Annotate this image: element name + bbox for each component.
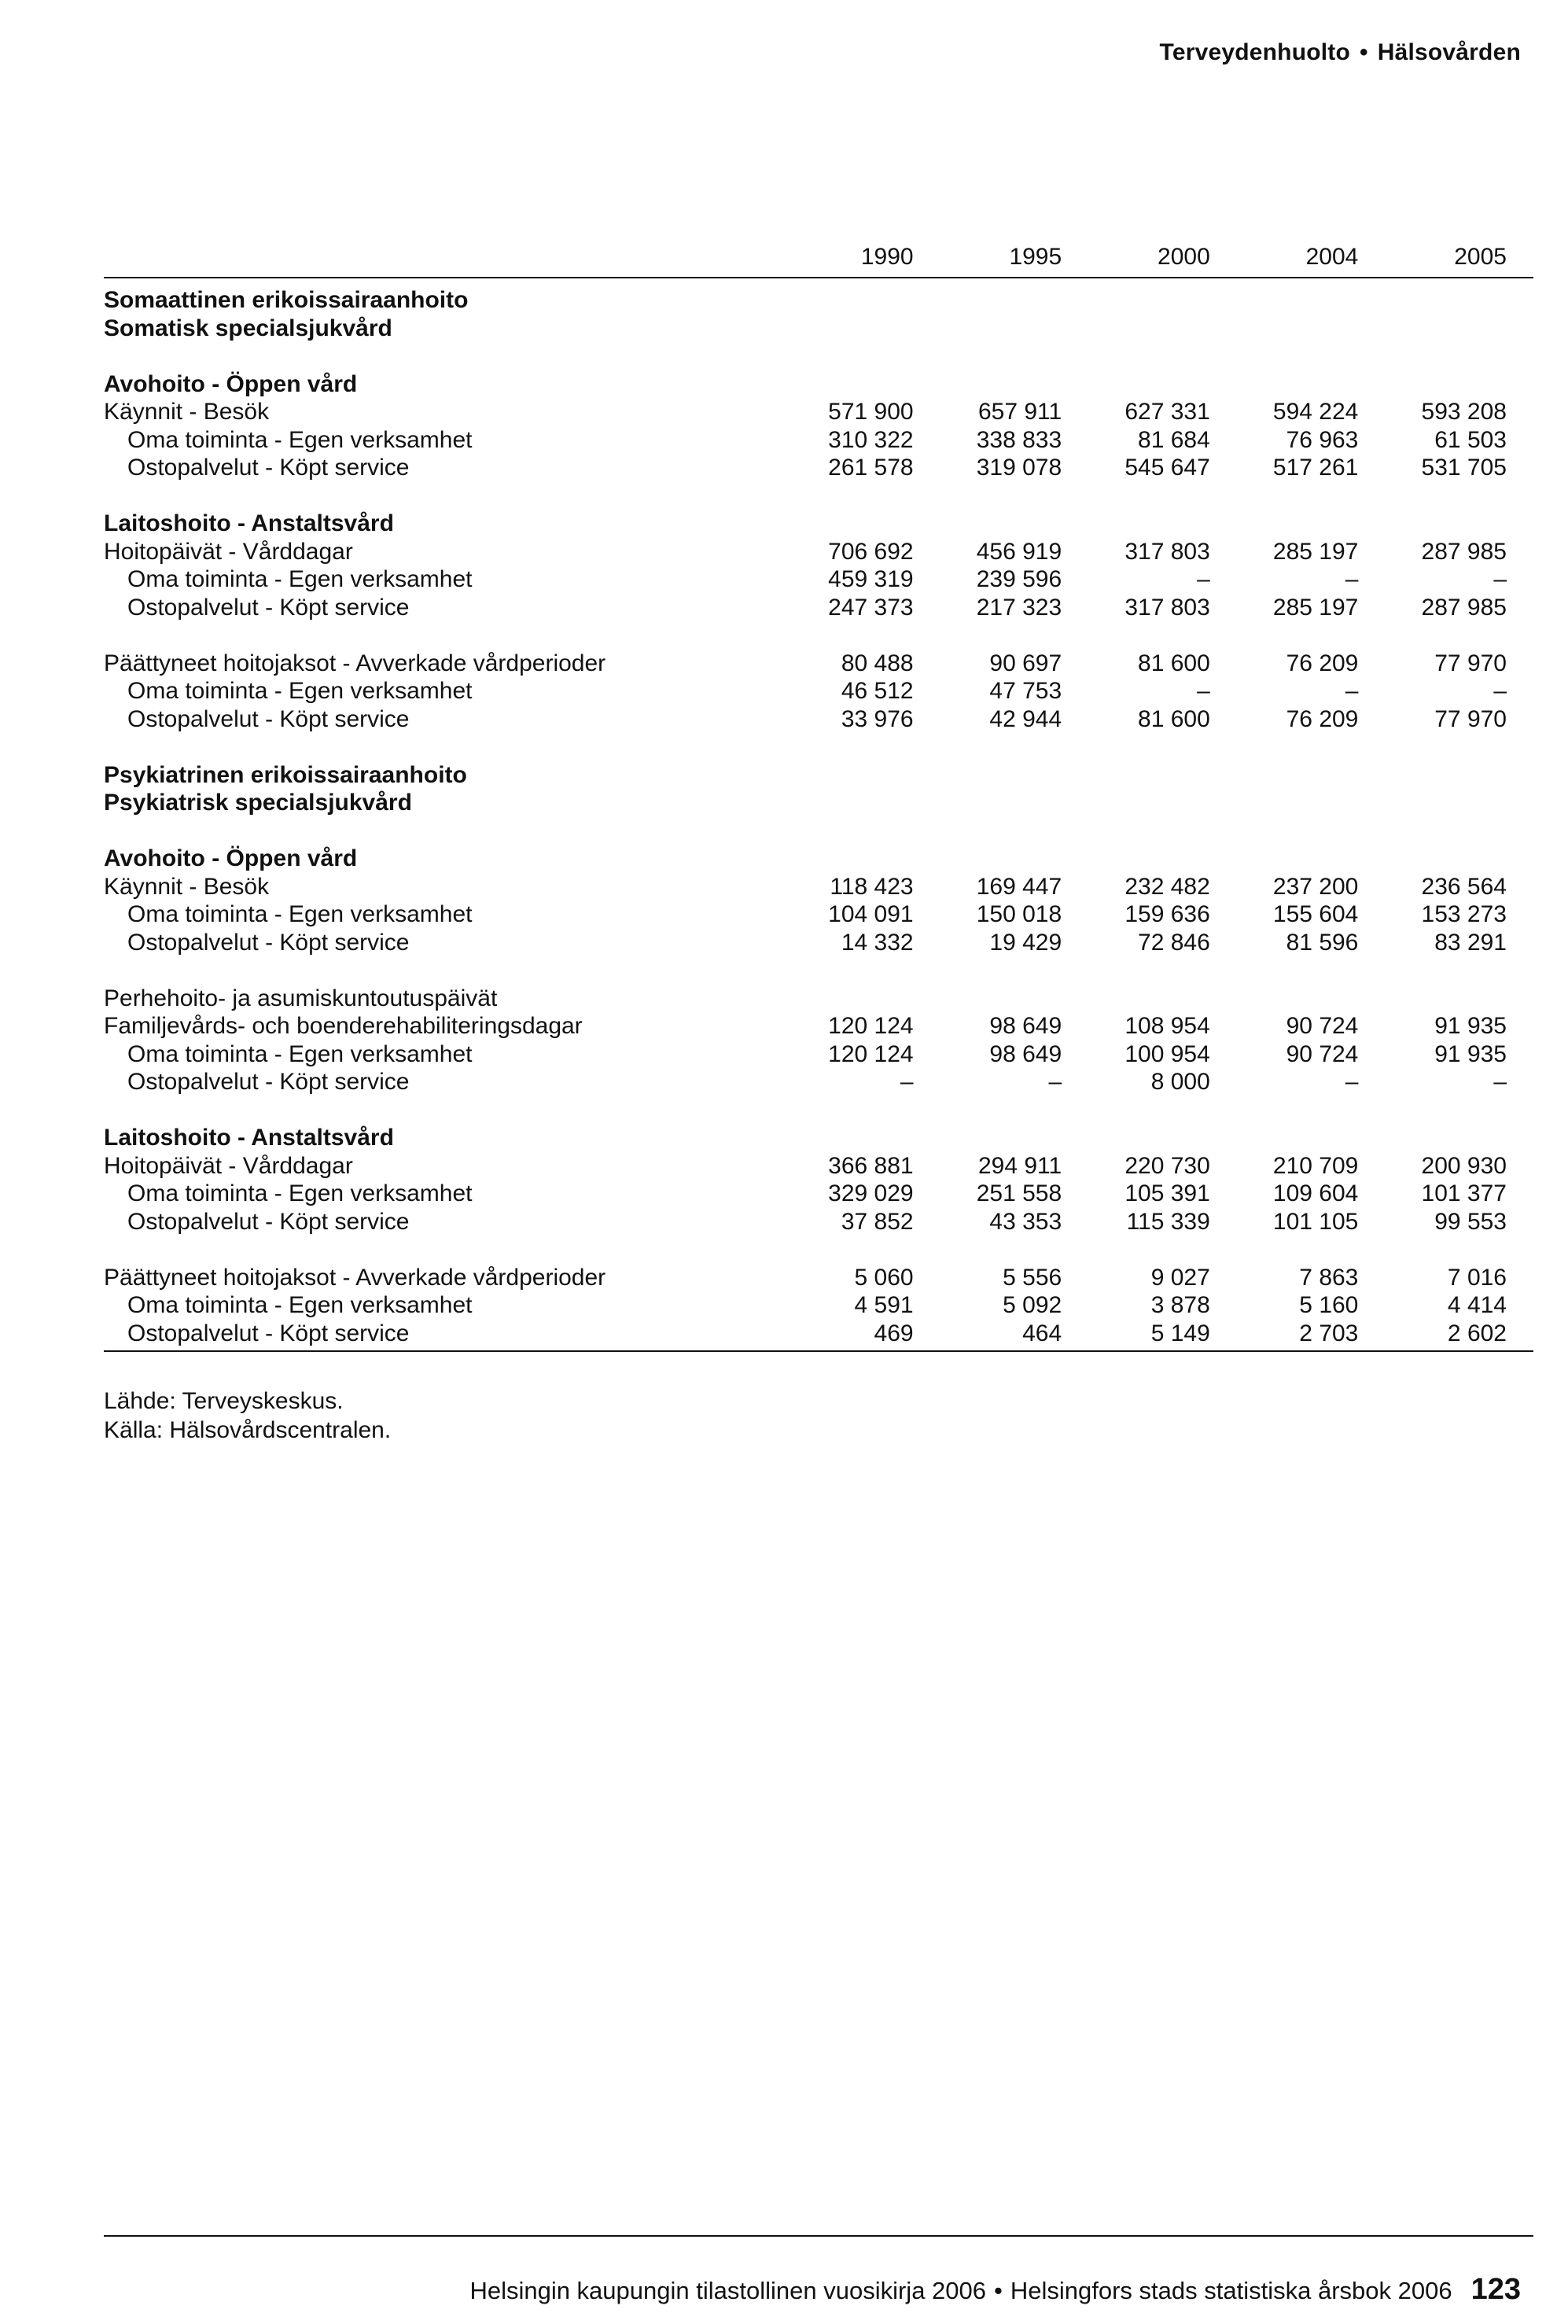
running-head-fi: Terveydenhuolto bbox=[1159, 39, 1351, 65]
table-row bbox=[104, 1012, 1533, 1040]
year-header: 2000 bbox=[1088, 236, 1237, 278]
value-cell: 81 596 bbox=[1286, 929, 1359, 956]
value-cell: 545 647 bbox=[1124, 455, 1210, 481]
table-row bbox=[104, 650, 1533, 678]
row-label: Ostopalvelut - Köpt service bbox=[127, 929, 410, 956]
table-row bbox=[104, 426, 1533, 455]
value-cell: – bbox=[1493, 1069, 1507, 1095]
value-cell: 76 963 bbox=[1286, 426, 1359, 453]
value-cell: 200 930 bbox=[1421, 1152, 1507, 1179]
value-cell: 37 852 bbox=[841, 1208, 914, 1235]
value-cell bbox=[792, 761, 940, 790]
section-heading-row bbox=[104, 845, 1533, 873]
value-cell: 317 803 bbox=[1124, 538, 1210, 565]
value-cell bbox=[1237, 761, 1386, 790]
table-row bbox=[104, 1180, 1533, 1208]
value-cell: 99 553 bbox=[1434, 1208, 1507, 1235]
value-cell: 329 029 bbox=[828, 1180, 914, 1206]
spacer-cell bbox=[104, 956, 1533, 985]
value-cell bbox=[940, 370, 1089, 399]
year-header: 2005 bbox=[1385, 236, 1533, 278]
value-cell bbox=[1237, 789, 1386, 817]
value-cell: – bbox=[1345, 566, 1359, 592]
value-cell: 517 261 bbox=[1272, 455, 1359, 481]
value-cell bbox=[1088, 845, 1237, 873]
spacer-row bbox=[104, 482, 1533, 510]
value-cell: 5 556 bbox=[1003, 1264, 1062, 1291]
value-cell bbox=[1088, 370, 1237, 399]
value-cell bbox=[1385, 1124, 1533, 1152]
value-cell: 46 512 bbox=[841, 678, 914, 704]
table-row bbox=[104, 929, 1533, 957]
value-cell: 91 935 bbox=[1434, 1040, 1507, 1067]
value-cell: 81 600 bbox=[1138, 705, 1210, 732]
section-heading-row bbox=[104, 315, 1533, 343]
value-cell: 5 160 bbox=[1299, 1292, 1359, 1318]
value-cell: 120 124 bbox=[828, 1013, 914, 1039]
spacer-row bbox=[104, 956, 1533, 985]
value-cell: 220 730 bbox=[1124, 1152, 1210, 1179]
section-heading-row bbox=[104, 1124, 1533, 1152]
value-cell: 155 604 bbox=[1272, 901, 1359, 927]
value-cell: 627 331 bbox=[1124, 399, 1210, 425]
value-cell: – bbox=[1345, 678, 1359, 704]
value-cell: 456 919 bbox=[976, 538, 1062, 565]
value-cell: 593 208 bbox=[1421, 399, 1507, 425]
section-heading: Psykiatrisk specialsjukvård bbox=[104, 790, 412, 816]
value-cell bbox=[1237, 985, 1386, 1013]
row-label: Hoitopäivät - Vårddagar bbox=[104, 1152, 353, 1179]
value-cell: 98 649 bbox=[989, 1040, 1062, 1067]
spacer-cell bbox=[104, 482, 1533, 510]
spacer-row bbox=[104, 1236, 1533, 1264]
value-cell: – bbox=[1493, 566, 1507, 592]
value-cell: 247 373 bbox=[828, 594, 914, 621]
value-cell bbox=[940, 985, 1089, 1013]
value-cell: 210 709 bbox=[1272, 1152, 1359, 1179]
source-note bbox=[104, 1387, 391, 1445]
section-heading-row bbox=[104, 510, 1533, 538]
footer-separator: • bbox=[994, 2277, 1003, 2304]
value-cell: 101 105 bbox=[1272, 1208, 1359, 1235]
value-cell: 150 018 bbox=[976, 901, 1062, 927]
value-cell bbox=[940, 1124, 1089, 1152]
value-cell: 4 414 bbox=[1447, 1292, 1507, 1318]
value-cell bbox=[1385, 286, 1533, 315]
footer-sv: Helsingfors stads statistiska årsbok 2006 bbox=[1010, 2277, 1452, 2304]
row-label: Hoitopäivät - Vårddagar bbox=[104, 538, 353, 565]
row-label: Oma toiminta - Egen verksamhet bbox=[127, 1040, 473, 1067]
value-cell: 464 bbox=[940, 1320, 1089, 1352]
value-cell: 169 447 bbox=[976, 873, 1062, 900]
table-row bbox=[104, 1068, 1533, 1096]
value-cell bbox=[792, 510, 940, 538]
value-cell: 338 833 bbox=[976, 426, 1062, 453]
footer-rule bbox=[104, 2235, 1533, 2237]
year-header: 1990 bbox=[792, 236, 940, 278]
spacer-cell bbox=[104, 817, 1533, 845]
value-cell: 19 429 bbox=[989, 929, 1062, 956]
row-label: Oma toiminta - Egen verksamhet bbox=[127, 426, 473, 453]
value-cell: 83 291 bbox=[1434, 929, 1507, 956]
table-body bbox=[104, 286, 1533, 1351]
spacer-cell bbox=[104, 733, 1533, 761]
value-cell: – bbox=[1197, 566, 1210, 592]
page-number: 123 bbox=[1470, 2273, 1521, 2306]
value-cell: 261 578 bbox=[828, 455, 914, 481]
table-row bbox=[104, 677, 1533, 705]
value-cell bbox=[1385, 985, 1533, 1013]
row-label: Päättyneet hoitojaksot - Avverkade vårdperioder bbox=[104, 1264, 606, 1291]
value-cell: 91 935 bbox=[1434, 1013, 1507, 1039]
value-cell: 459 319 bbox=[828, 566, 914, 592]
row-label: Oma toiminta - Egen verksamhet bbox=[127, 1180, 473, 1206]
value-cell: 109 604 bbox=[1272, 1180, 1359, 1206]
row-label: Ostopalvelut - Köpt service bbox=[127, 1069, 410, 1095]
value-cell: 2 602 bbox=[1385, 1320, 1533, 1352]
table-header-row bbox=[104, 236, 1533, 278]
value-cell: 77 970 bbox=[1434, 705, 1507, 732]
running-head-sv: Hälsovården bbox=[1377, 39, 1521, 65]
value-cell bbox=[792, 985, 940, 1013]
table-row bbox=[104, 594, 1533, 622]
value-cell: 104 091 bbox=[828, 901, 914, 927]
source-sv: Källa: Hälsovårdscentralen. bbox=[104, 1417, 392, 1443]
spacer-cell bbox=[104, 1236, 1533, 1264]
source-fi: Lähde: Terveyskeskus. bbox=[104, 1388, 344, 1414]
spacer-row bbox=[104, 1096, 1533, 1125]
value-cell: 159 636 bbox=[1124, 901, 1210, 927]
row-label: Ostopalvelut - Köpt service bbox=[127, 1208, 410, 1235]
value-cell bbox=[1385, 845, 1533, 873]
table-row bbox=[104, 1152, 1533, 1180]
value-cell: 105 391 bbox=[1124, 1180, 1210, 1206]
value-cell: 317 803 bbox=[1124, 594, 1210, 621]
table-row bbox=[104, 454, 1533, 482]
row-label: Perhehoito- ja asumiskuntoutuspäivät bbox=[104, 985, 498, 1011]
value-cell: 153 273 bbox=[1421, 901, 1507, 927]
table-row bbox=[104, 398, 1533, 426]
value-cell bbox=[1237, 286, 1386, 315]
value-cell: 118 423 bbox=[830, 873, 914, 900]
section-heading: Avohoito - Öppen vård bbox=[104, 370, 358, 397]
value-cell: 81 600 bbox=[1138, 650, 1210, 676]
running-head bbox=[1160, 39, 1521, 66]
spacer-row bbox=[104, 621, 1533, 650]
table-row bbox=[104, 1208, 1533, 1236]
value-cell: 285 197 bbox=[1272, 594, 1359, 621]
value-cell: 237 200 bbox=[1272, 873, 1359, 900]
section-heading: Laitoshoito - Anstaltsvård bbox=[104, 510, 394, 536]
footer-fi: Helsingin kaupungin tilastollinen vuosikirja 2006 bbox=[469, 2277, 987, 2304]
table-row bbox=[104, 705, 1533, 734]
section-heading-row bbox=[104, 761, 1533, 790]
section-heading-row bbox=[104, 370, 1533, 399]
value-cell bbox=[1088, 761, 1237, 790]
value-cell: 7 863 bbox=[1299, 1264, 1359, 1291]
value-cell: 9 027 bbox=[1150, 1264, 1210, 1291]
value-cell: 287 985 bbox=[1421, 538, 1507, 565]
value-cell bbox=[940, 789, 1089, 817]
year-header: 1995 bbox=[940, 236, 1089, 278]
value-cell: 100 954 bbox=[1124, 1040, 1210, 1067]
row-label: Familjevårds- och boenderehabiliteringsdagar bbox=[104, 1013, 583, 1039]
value-cell: 285 197 bbox=[1272, 538, 1359, 565]
value-cell bbox=[1237, 845, 1386, 873]
value-cell: 469 bbox=[792, 1320, 940, 1352]
value-cell: 594 224 bbox=[1272, 399, 1359, 425]
spacer-cell bbox=[104, 621, 1533, 650]
section-heading-row bbox=[104, 789, 1533, 817]
value-cell bbox=[792, 1124, 940, 1152]
value-cell: 5 149 bbox=[1088, 1320, 1237, 1352]
value-cell: 5 092 bbox=[1003, 1292, 1062, 1318]
value-cell: 33 976 bbox=[841, 705, 914, 732]
value-cell: 90 697 bbox=[989, 650, 1062, 676]
row-label: Käynnit - Besök bbox=[104, 873, 270, 900]
value-cell: – bbox=[900, 1069, 914, 1095]
section-heading: Somaattinen erikoissairaanhoito bbox=[104, 287, 469, 313]
value-cell bbox=[792, 286, 940, 315]
value-cell: 706 692 bbox=[828, 538, 914, 565]
value-cell: 531 705 bbox=[1421, 455, 1507, 481]
value-cell: 76 209 bbox=[1286, 705, 1359, 732]
value-cell: 657 911 bbox=[977, 399, 1062, 425]
row-label: Oma toiminta - Egen verksamhet bbox=[127, 566, 473, 592]
value-cell bbox=[1385, 315, 1533, 343]
value-cell: 98 649 bbox=[989, 1013, 1062, 1039]
value-cell: 115 339 bbox=[1126, 1208, 1210, 1235]
value-cell bbox=[1088, 1124, 1237, 1152]
statistics-table-container bbox=[104, 236, 1533, 1352]
value-cell: 294 911 bbox=[977, 1152, 1062, 1179]
table-row bbox=[104, 985, 1533, 1013]
value-cell: 8 000 bbox=[1150, 1069, 1210, 1095]
value-cell: 80 488 bbox=[841, 650, 914, 676]
row-label: Käynnit - Besök bbox=[104, 399, 270, 425]
table-row bbox=[104, 1264, 1533, 1292]
value-cell bbox=[792, 315, 940, 343]
value-cell: 42 944 bbox=[989, 705, 1062, 732]
section-heading: Avohoito - Öppen vård bbox=[104, 845, 358, 871]
value-cell bbox=[1237, 370, 1386, 399]
value-cell bbox=[1385, 370, 1533, 399]
value-cell: 232 482 bbox=[1124, 873, 1210, 900]
row-label: Päättyneet hoitojaksot - Avverkade vårdperioder bbox=[104, 650, 606, 676]
value-cell: 5 060 bbox=[854, 1264, 914, 1291]
page-footer bbox=[469, 2273, 1521, 2307]
statistics-table bbox=[104, 236, 1533, 1352]
value-cell: 81 684 bbox=[1138, 426, 1210, 453]
table-row bbox=[104, 1320, 1533, 1352]
value-cell: 2 703 bbox=[1237, 1320, 1386, 1352]
value-cell bbox=[792, 845, 940, 873]
value-cell: 287 985 bbox=[1421, 594, 1507, 621]
value-cell: 571 900 bbox=[828, 399, 914, 425]
row-label: Oma toiminta - Egen verksamhet bbox=[127, 1292, 473, 1318]
value-cell: 43 353 bbox=[989, 1208, 1062, 1235]
section-heading: Psykiatrinen erikoissairaanhoito bbox=[104, 761, 467, 788]
value-cell: – bbox=[1493, 678, 1507, 704]
value-cell bbox=[940, 286, 1089, 315]
spacer-row bbox=[104, 817, 1533, 845]
value-cell: 72 846 bbox=[1138, 929, 1210, 956]
value-cell bbox=[940, 845, 1089, 873]
section-heading: Laitoshoito - Anstaltsvård bbox=[104, 1125, 394, 1151]
value-cell: 4 591 bbox=[854, 1292, 914, 1318]
value-cell: 47 753 bbox=[989, 678, 1062, 704]
value-cell bbox=[1237, 315, 1386, 343]
row-label: Oma toiminta - Egen verksamhet bbox=[127, 901, 473, 927]
value-cell: 239 596 bbox=[976, 566, 1062, 592]
row-label: Ostopalvelut - Köpt service bbox=[104, 1320, 792, 1352]
value-cell bbox=[1385, 789, 1533, 817]
value-cell: 14 332 bbox=[841, 929, 914, 956]
row-label: Oma toiminta - Egen verksamhet bbox=[127, 678, 473, 704]
value-cell bbox=[1088, 510, 1237, 538]
value-cell: 90 724 bbox=[1286, 1040, 1359, 1067]
value-cell: 77 970 bbox=[1434, 650, 1507, 676]
table-row bbox=[104, 901, 1533, 929]
table-row bbox=[104, 565, 1533, 594]
value-cell: 251 558 bbox=[976, 1180, 1062, 1206]
value-cell: 3 878 bbox=[1150, 1292, 1210, 1318]
value-cell: – bbox=[1345, 1069, 1359, 1095]
value-cell: 7 016 bbox=[1447, 1264, 1507, 1291]
value-cell: 319 078 bbox=[976, 455, 1062, 481]
section-heading-row bbox=[104, 286, 1533, 315]
running-head-separator: • bbox=[1360, 39, 1368, 65]
value-cell bbox=[1088, 315, 1237, 343]
spacer-cell bbox=[104, 1096, 1533, 1125]
table-row bbox=[104, 538, 1533, 566]
spacer-row bbox=[104, 342, 1533, 370]
value-cell: 90 724 bbox=[1286, 1013, 1359, 1039]
value-cell: 108 954 bbox=[1124, 1013, 1210, 1039]
value-cell bbox=[940, 315, 1089, 343]
value-cell: 101 377 bbox=[1421, 1180, 1507, 1206]
value-cell bbox=[1088, 789, 1237, 817]
value-cell: 236 564 bbox=[1421, 873, 1507, 900]
section-heading: Somatisk specialsjukvård bbox=[104, 315, 392, 341]
table-row bbox=[104, 1291, 1533, 1320]
year-header: 2004 bbox=[1237, 236, 1386, 278]
row-label: Ostopalvelut - Köpt service bbox=[127, 455, 410, 481]
value-cell bbox=[792, 370, 940, 399]
value-cell: 61 503 bbox=[1434, 426, 1507, 453]
value-cell bbox=[1088, 985, 1237, 1013]
value-cell: 310 322 bbox=[828, 426, 914, 453]
value-cell bbox=[1237, 510, 1386, 538]
value-cell bbox=[1385, 761, 1533, 790]
row-label: Ostopalvelut - Köpt service bbox=[127, 705, 410, 732]
value-cell: – bbox=[1048, 1069, 1062, 1095]
value-cell: – bbox=[1197, 678, 1210, 704]
value-cell bbox=[1088, 286, 1237, 315]
value-cell: 217 323 bbox=[976, 594, 1062, 621]
value-cell bbox=[1237, 1124, 1386, 1152]
value-cell bbox=[940, 510, 1089, 538]
value-cell: 120 124 bbox=[828, 1040, 914, 1067]
table-row bbox=[104, 873, 1533, 901]
table-row bbox=[104, 1040, 1533, 1069]
spacer-row bbox=[104, 733, 1533, 761]
value-cell: 76 209 bbox=[1286, 650, 1359, 676]
value-cell: 366 881 bbox=[828, 1152, 914, 1179]
value-cell bbox=[792, 789, 940, 817]
value-cell bbox=[1385, 510, 1533, 538]
spacer-cell bbox=[104, 342, 1533, 370]
row-label: Ostopalvelut - Köpt service bbox=[127, 594, 410, 621]
value-cell bbox=[940, 761, 1089, 790]
header-blank bbox=[104, 236, 792, 278]
